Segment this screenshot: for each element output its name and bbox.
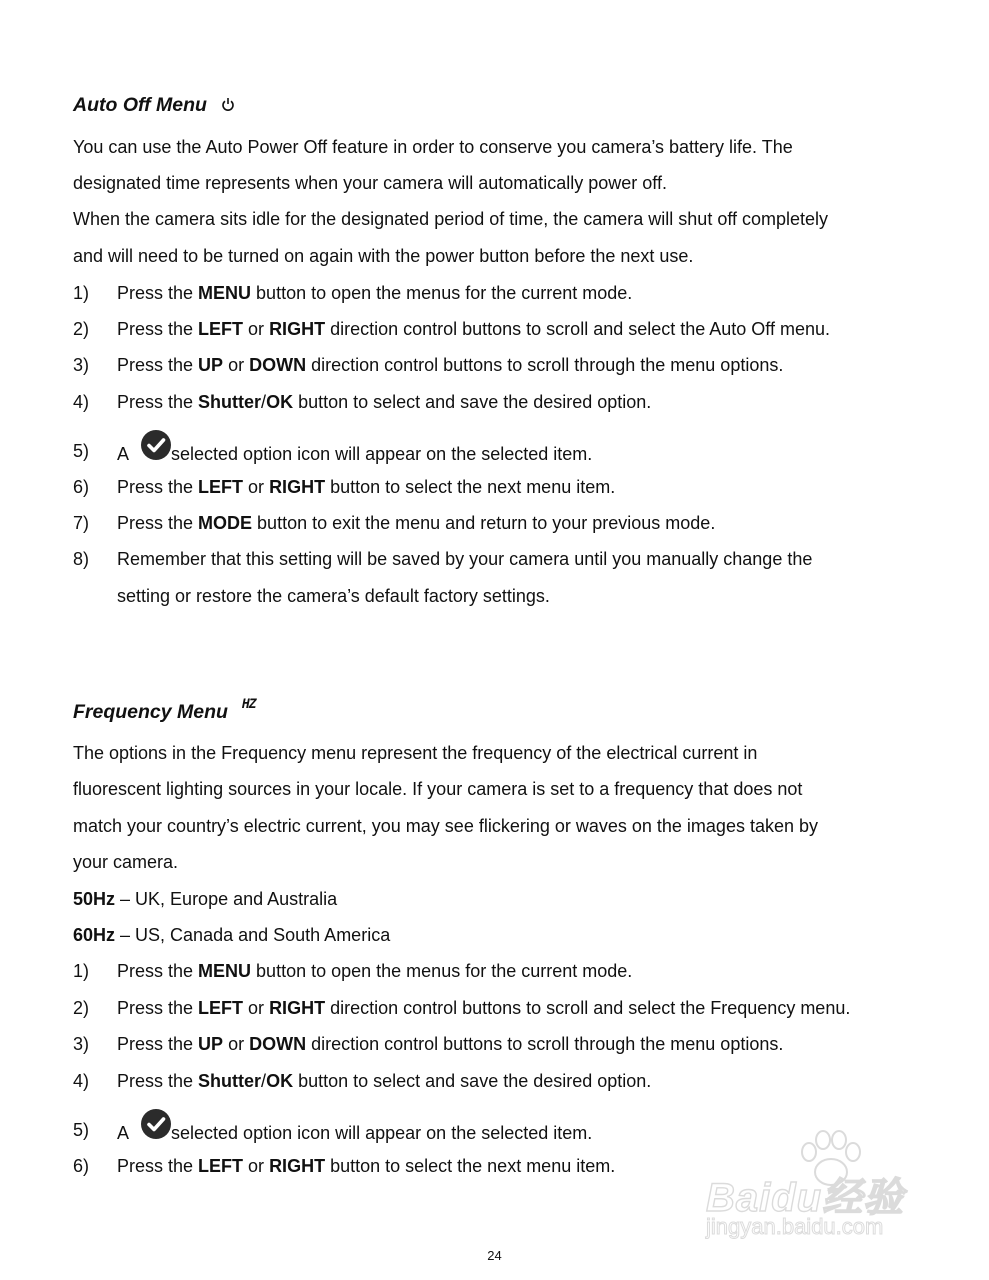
section-title: Frequency Menu	[73, 701, 228, 723]
step-fragment: or	[243, 477, 270, 497]
step-number: 5)	[73, 441, 90, 461]
step-fragment: Press the	[117, 319, 199, 339]
hz-icon: HZ	[241, 697, 256, 712]
checkmark-icon	[141, 1109, 171, 1139]
step-fragment: button to select and save the desired option.	[293, 1071, 652, 1091]
checkmark-icon	[141, 430, 171, 460]
bold-keyword: LEFT	[198, 1156, 244, 1176]
paragraph-line: and will need to be turned on again with the power button before the next use.	[73, 246, 694, 266]
step-prefix: A	[117, 444, 130, 464]
step-number: 4)	[73, 392, 90, 412]
step-fragment: Press the	[117, 998, 199, 1018]
step-fragment: button to select and save the desired option.	[293, 392, 652, 412]
paragraph-line: fluorescent lighting sources in your locale. If your camera is set to a frequency that does not	[73, 779, 803, 799]
frequency-option-50hz	[73, 888, 337, 910]
step-fragment: button to select the next menu item.	[325, 1156, 616, 1176]
option-label: 50Hz	[73, 889, 116, 909]
paragraph-line: You can use the Auto Power Off feature in order to conserve you camera’s battery life. The	[73, 137, 793, 157]
step-fragment: Press the	[117, 283, 199, 303]
bold-keyword: OK	[266, 392, 294, 412]
step-fragment: Remember that this setting will be saved by your camera until you manually change the	[117, 549, 813, 569]
step-fragment: or	[223, 355, 250, 375]
step-text	[117, 282, 632, 304]
bold-keyword: RIGHT	[269, 998, 326, 1018]
bold-keyword: RIGHT	[269, 1156, 326, 1176]
step-text	[117, 318, 830, 340]
bold-keyword: MENU	[198, 961, 252, 981]
paragraph-line: your camera.	[73, 852, 179, 872]
step-number: 6)	[73, 1156, 90, 1176]
step-number: 3)	[73, 1034, 90, 1054]
step-fragment: button to open the menus for the current mode.	[251, 961, 633, 981]
bold-keyword: RIGHT	[269, 477, 326, 497]
step-text	[117, 1070, 651, 1092]
bold-keyword: LEFT	[198, 477, 244, 497]
step-number: 3)	[73, 355, 90, 375]
step-fragment: /	[261, 1071, 267, 1091]
bold-keyword: UP	[198, 1034, 224, 1054]
step-fragment: Press the	[117, 477, 199, 497]
option-desc: – UK, Europe and Australia	[115, 889, 338, 909]
step-fragment: or	[243, 1156, 270, 1176]
step-text	[117, 548, 812, 570]
step-text	[117, 476, 615, 498]
bold-keyword: RIGHT	[269, 319, 326, 339]
section-heading-auto-off	[73, 94, 235, 117]
step-text	[117, 1155, 615, 1177]
step-number: 1)	[73, 283, 90, 303]
bold-keyword: MENU	[198, 283, 252, 303]
step-text	[117, 1119, 592, 1149]
step-fragment: or	[243, 319, 270, 339]
paragraph-line: The options in the Frequency menu represent the frequency of the electrical current in	[73, 743, 758, 763]
paragraph-line: When the camera sits idle for the designated period of time, the camera will shut off completely	[73, 209, 829, 229]
bold-keyword: LEFT	[198, 319, 244, 339]
bold-keyword: OK	[266, 1071, 294, 1091]
step-text	[117, 997, 850, 1019]
section-title: Auto Off Menu	[73, 94, 207, 116]
option-desc: – US, Canada and South America	[115, 925, 391, 945]
power-icon	[221, 94, 235, 117]
step-fragment: Press the	[117, 961, 199, 981]
step-fragment: Press the	[117, 355, 199, 375]
step-number: 5)	[73, 1120, 90, 1140]
step-fragment: Press the	[117, 1156, 199, 1176]
watermark-url: jingyan.baidu.com	[706, 1214, 884, 1239]
bold-keyword: UP	[198, 355, 224, 375]
step-number: 1)	[73, 961, 90, 981]
frequency-option-60hz	[73, 924, 390, 946]
bold-keyword: DOWN	[249, 355, 307, 375]
watermark-logo	[700, 1130, 940, 1250]
bold-keyword: Shutter	[198, 392, 262, 412]
option-label: 60Hz	[73, 925, 116, 945]
step-number: 2)	[73, 319, 90, 339]
step-fragment: button to select the next menu item.	[325, 477, 616, 497]
watermark-brand: Baidu经验	[706, 1176, 905, 1220]
step-text	[117, 1033, 783, 1055]
step-fragment: button to exit the menu and return to your previous mode.	[252, 513, 716, 533]
page-number: 24	[487, 1248, 502, 1263]
step-fragment: button to open the menus for the current mode.	[251, 283, 633, 303]
bold-keyword: MODE	[198, 513, 253, 533]
bold-keyword: DOWN	[249, 1034, 307, 1054]
step-fragment: direction control buttons to scroll through the menu options.	[306, 355, 784, 375]
step-text	[117, 512, 715, 534]
step-continuation: setting or restore the camera’s default factory settings.	[117, 586, 550, 606]
step-fragment: or	[243, 998, 270, 1018]
step-number: 4)	[73, 1071, 90, 1091]
step-number: 7)	[73, 513, 90, 533]
step-number: 2)	[73, 998, 90, 1018]
step-fragment: direction control buttons to scroll and select the Auto Off menu.	[325, 319, 831, 339]
step-fragment: direction control buttons to scroll and select the Frequency menu.	[325, 998, 851, 1018]
step-text	[117, 960, 632, 982]
bold-keyword: Shutter	[198, 1071, 262, 1091]
step-fragment: /	[261, 392, 267, 412]
step-fragment: selected option icon will appear on the selected item.	[171, 1123, 593, 1143]
step-fragment: or	[223, 1034, 250, 1054]
step-fragment: Press the	[117, 1071, 199, 1091]
step-text	[117, 391, 651, 413]
step-text	[117, 354, 783, 376]
step-fragment: selected option icon will appear on the selected item.	[171, 444, 593, 464]
bold-keyword: LEFT	[198, 998, 244, 1018]
paragraph-line: designated time represents when your camera will automatically power off.	[73, 173, 667, 193]
paragraph-line: match your country’s electric current, you may see flickering or waves on the images taken by	[73, 816, 818, 836]
step-fragment: Press the	[117, 392, 199, 412]
step-prefix: A	[117, 1123, 130, 1143]
step-fragment: Press the	[117, 1034, 199, 1054]
section-heading-frequency	[73, 697, 256, 724]
step-number: 6)	[73, 477, 90, 497]
step-fragment: Press the	[117, 513, 199, 533]
step-number: 8)	[73, 549, 90, 569]
step-text	[117, 440, 592, 470]
step-fragment: direction control buttons to scroll through the menu options.	[306, 1034, 784, 1054]
